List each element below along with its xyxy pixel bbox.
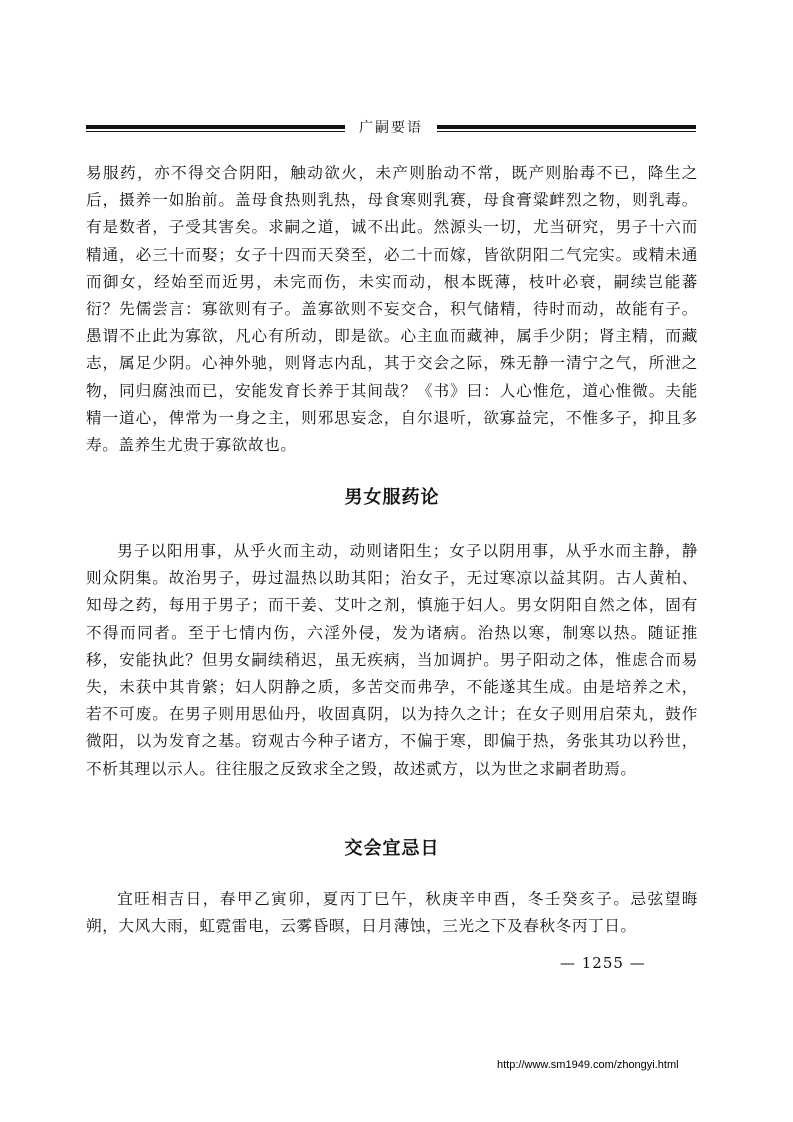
running-title: 广嗣要语 — [359, 120, 423, 136]
running-header — [86, 118, 696, 138]
section-continuation — [86, 160, 698, 459]
page-number: — 1255 — — [560, 954, 646, 972]
header-rule-left — [86, 125, 345, 132]
paragraph: 易服药，亦不得交合阴阳，触动欲火，未产则胎动不常，既产则胎毒不已，降生之后，摄养一如胎前。盖母食热则乳热，母食寒则乳赛，母食膏粱衅烈之物，则乳毒。有是数者，子受其害矣。求嗣之道，诚不出此。然源头一切，尤当研究，男子十六而精通，必三十而娶；女子十四而天癸至，必二十而嫁，皆欲阴阳二气完实。或精未通而御女，经始至而近男，未完而伤，未实而动，根本既薄，枝叶必衰，嗣续岂能蕃衍？先儒尝言：寡欲则有子。盖寡欲则不妄交合，积气储精，待时而动，故能有子。愚谓不止此为寡欲，凡心有所动，即是欲。心主血而藏神，属手少阴；肾主精，而藏志，属足少阴。心神外驰，则肾志内乱，其于交会之际，殊无静一清宁之气，所泄之物，同归腐浊而已，安能发育长养于其间哉？《书》曰：人心惟危，道心惟微。夫能精一道心，俾常为一身之主，则邪思妄念，自尔退听，欲寡益完，不惟多子，抑且多寿。盖养生尤贵于寡欲故也。 — [86, 164, 698, 455]
section-medication-body — [86, 538, 698, 783]
section-auspicious-days-body — [86, 886, 698, 940]
section-title-medication: 男女服药论 — [344, 487, 440, 508]
paragraph: 男子以阳用事，从乎火而主动，动则诸阳生；女子以阴用事，从乎水而主静，静则众阴集。故治男子，毋过温热以助其阳；治女子，无过寒凉以益其阴。古人黄柏、知母之药，每用于男子；而干姜、艾叶之剂，慎施于妇人。男女阴阳自然之体，固有不得而同者。至于七情内伤，六淫外侵，发为诸病。治热以寒，制寒以热。随证推移，安能执此？但男女嗣续稍迟，虽无疾病，当加调护。男子阳动之体，惟虑合而易失，未获中其肯綮；妇人阴静之质，多苦交而弗孕，不能遂其生成。由是培养之术，若不可废。在男子则用思仙丹，收固真阴，以为持久之计；在女子则用启荣丸，鼓作微阳，以为发育之基。窃观古今种子诸方，不偏于寒，即偏于热，务张其功以矜世，不析其理以示人。往往服之反致求全之毁，故述贰方，以为世之求嗣者助焉。 — [86, 542, 698, 778]
footer-url-link[interactable]: http://www.sm1949.com/zhongyi.html — [497, 1059, 679, 1071]
header-rule-right — [437, 125, 696, 132]
paragraph: 宜旺相吉日，春甲乙寅卯，夏丙丁巳午，秋庚辛申酉，冬壬癸亥子。忌弦望晦朔，大风大雨，虹霓雷电，云雾昏暝，日月薄蚀，三光之下及春秋冬丙丁日。 — [86, 890, 698, 936]
section-title-auspicious-days: 交会宜忌日 — [344, 838, 440, 859]
